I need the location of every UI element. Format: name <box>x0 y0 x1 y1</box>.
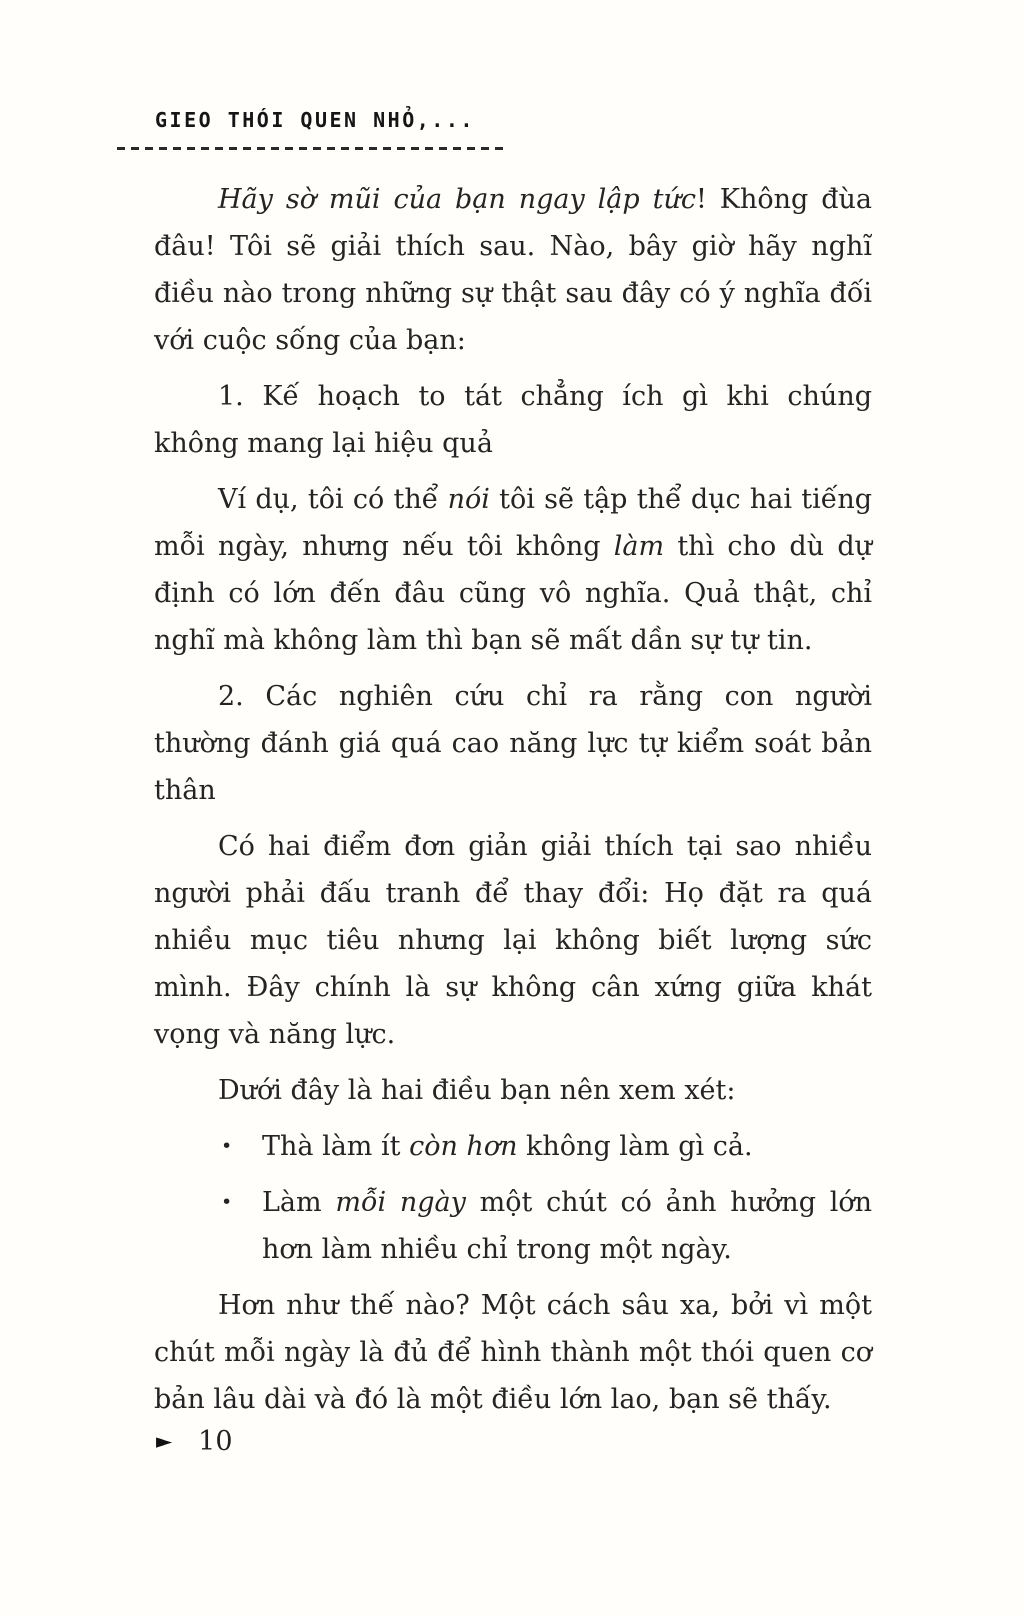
paragraph: Hãy sờ mũi của bạn ngay lập tức! Không đùa đâu! Tôi sẽ giải thích sau. Nào, bây giờ hãy nghĩ điều nào trong những sự thật sau đây có ý nghĩa đối với cuộc sống của bạn: <box>154 184 872 356</box>
page-body <box>154 176 872 1432</box>
bullet-icon: • <box>221 1191 233 1213</box>
paragraph-numbered-point-2: 2. Các nghiên cứu chỉ ra rằng con người thường đánh giá quá cao năng lực tự kiểm soát bản thân <box>154 681 872 806</box>
list-item-text: Thà làm ít còn hơn không làm gì cả. <box>262 1131 753 1162</box>
page-number: 10 <box>198 1426 233 1457</box>
paragraph: Có hai điểm đơn giản giải thích tại sao nhiều người phải đấu tranh để thay đổi: Họ đặt ra quá nhiều mục tiêu nhưng lại không biết lượng sức mình. Đây chính là sự không cân xứng giữa khát vọng và năng lực. <box>154 831 872 1050</box>
list-item <box>221 1123 872 1170</box>
list-item-text: Làm mỗi ngày một chút có ảnh hưởng lớn hơn làm nhiều chỉ trong một ngày. <box>262 1187 872 1265</box>
list-item <box>221 1179 872 1273</box>
page-footer <box>156 1428 233 1455</box>
paragraph: Hơn như thế nào? Một cách sâu xa, bởi vì một chút mỗi ngày là đủ để hình thành một thói quen cơ bản lâu dài và đó là một điều lớn lao, bạn sẽ thấy. <box>154 1290 872 1415</box>
page-marker-triangle-icon: ► <box>156 1429 173 1453</box>
paragraph-numbered-point-1: 1. Kế hoạch to tát chẳng ích gì khi chúng không mang lại hiệu quả <box>154 381 872 459</box>
dashed-divider <box>117 147 506 150</box>
bullet-icon: • <box>221 1135 233 1157</box>
paragraph: Dưới đây là hai điều bạn nên xem xét: <box>218 1075 736 1106</box>
paragraph: Ví dụ, tôi có thể nói tôi sẽ tập thể dục hai tiếng mỗi ngày, nhưng nếu tôi không làm thì cho dù dự định có lớn đến đâu cũng vô nghĩa. Quả thật, chỉ nghĩ mà không làm thì bạn sẽ mất dần sự tự tin. <box>154 484 873 656</box>
running-header-title: GIEO THÓI QUEN NHỎ,... <box>155 108 475 132</box>
